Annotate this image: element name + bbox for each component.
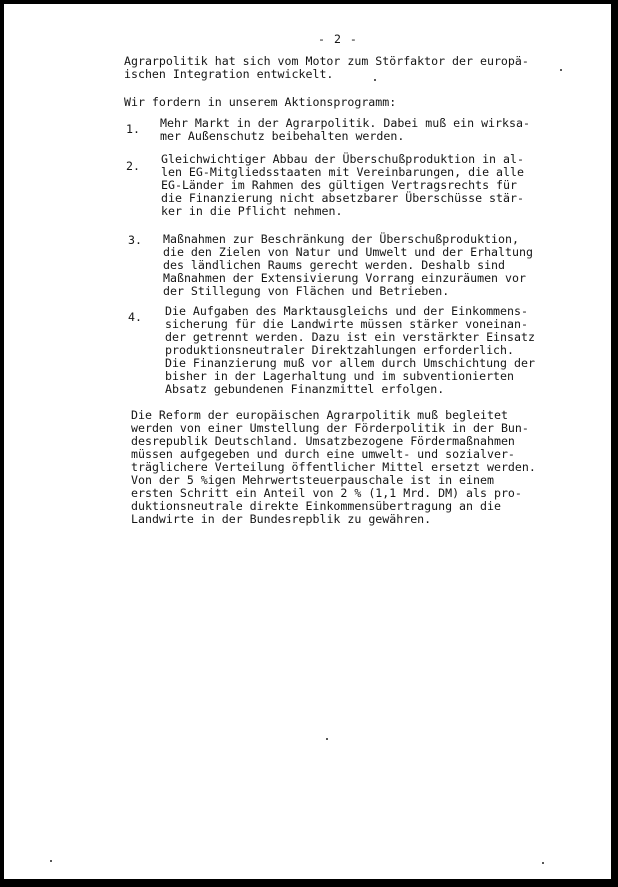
item-line: ker in die Pflicht nehmen. — [161, 204, 343, 218]
item-line: Maßnahmen der Extensivierung Vorrang einzuräumen vor — [163, 271, 526, 285]
closing-line: ersten Schritt ein Anteil von 2 % (1,1 Mrd. DM) als pro- — [131, 486, 522, 500]
closing-line: Die Reform der europäischen Agrarpolitik muß begleitet — [131, 408, 508, 422]
lead-text: Wir fordern in unserem Aktionsprogramm: — [124, 95, 397, 109]
item-line: Maßnahmen zur Beschränkung der Überschußproduktion, — [163, 232, 519, 246]
scan-speck — [374, 79, 376, 81]
scan-speck — [560, 69, 562, 71]
page-number: - 2 - — [318, 32, 358, 46]
item-line: der Stillegung von Flächen und Betrieben. — [163, 284, 450, 298]
item-number: 1. — [126, 122, 140, 136]
item-line: Die Finanzierung muß vor allem durch Umschichtung der — [165, 356, 535, 370]
item-line: Mehr Markt in der Agrarpolitik. Dabei muß ein wirksa- — [160, 116, 530, 130]
closing-line: Landwirte in der Bundesrepblik zu gewähren. — [131, 512, 432, 526]
item-line: Gleichwichtiger Abbau der Überschußproduktion in al- — [161, 152, 524, 166]
item-number: 2. — [126, 159, 140, 173]
scan-border-top — [0, 0, 618, 4]
closing-line: träglichere Verteilung öffentlicher Mittel ersetzt werden. — [131, 460, 536, 474]
scan-border-bottom — [0, 879, 618, 887]
intro-line: ischen Integration entwickelt. — [124, 67, 334, 81]
closing-line: müssen aufgegeben und durch eine umwelt- und sozialver- — [131, 447, 515, 461]
intro-line: Agrarpolitik hat sich vom Motor zum Störfaktor der europä- — [124, 54, 529, 68]
closing-line: Von der 5 %igen Mehrwertsteuerpauschale ist in einem — [131, 473, 494, 487]
item-line: sicherung für die Landwirte müssen stärker voneinan- — [165, 317, 528, 331]
item-line: produktionsneutraler Direktzahlungen erforderlich. — [165, 343, 515, 357]
scan-speck — [50, 860, 52, 862]
item-line: bisher in der Lagerhaltung und im subventionierten — [165, 369, 515, 383]
item-line: Absatz gebundenen Finanzmittel erfolgen. — [165, 382, 445, 396]
scan-border-left — [0, 0, 4, 887]
item-line: Die Aufgaben des Marktausgleichs und der Einkommens- — [165, 304, 528, 318]
item-line: mer Außenschutz beibehalten werden. — [160, 129, 405, 143]
closing-line: werden von einer Umstellung der Förderpolitik in der Bun- — [131, 421, 529, 435]
item-line: EG-Länder im Rahmen des gültigen Vertragsrechts für — [161, 178, 517, 192]
item-line: len EG-Mitgliedsstaaten mit Vereinbarungen, die alle — [161, 165, 524, 179]
scan-speck — [542, 862, 544, 864]
scan-border-right — [611, 0, 618, 887]
closing-line: duktionsneutrale direkte Einkommensübertragung an die — [131, 499, 501, 513]
closing-line: desrepublik Deutschland. Umsatzbezogene Fördermaßnahmen — [131, 434, 515, 448]
scan-speck — [326, 738, 328, 740]
item-line: des ländlichen Raums gerecht werden. Deshalb sind — [163, 258, 506, 272]
item-line: die Finanzierung nicht absetzbarer Überschüsse stär- — [161, 191, 524, 205]
item-line: der getrennt werden. Dazu ist ein verstärkter Einsatz — [165, 330, 535, 344]
item-number: 3. — [128, 233, 142, 247]
item-number: 4. — [128, 310, 142, 324]
item-line: die den Zielen von Natur und Umwelt und der Erhaltung — [163, 245, 533, 259]
